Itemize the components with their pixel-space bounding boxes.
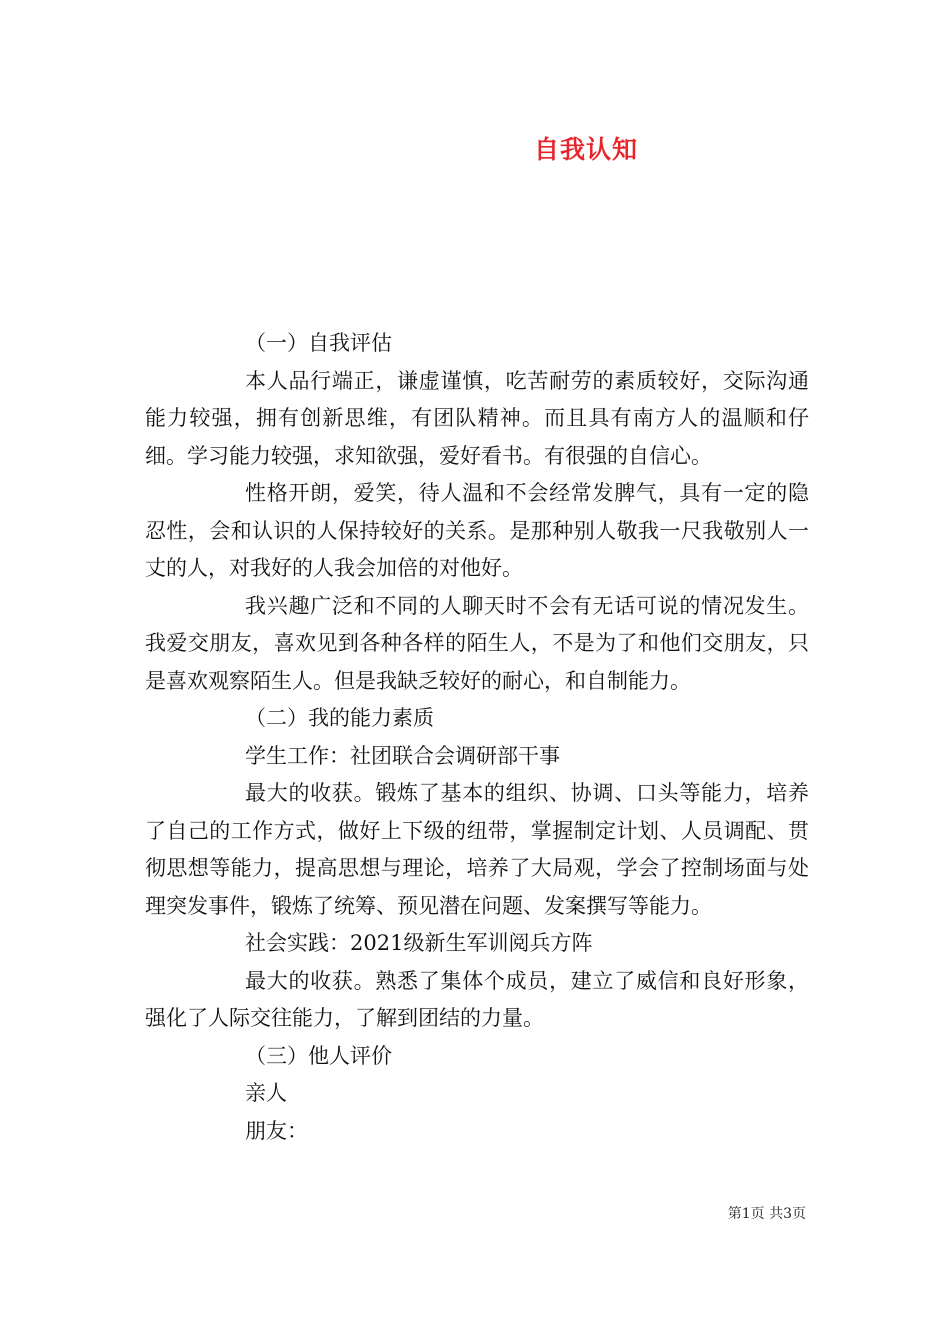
paragraph: 学生工作：社团联合会调研部干事: [245, 743, 560, 768]
paragraph: 我兴趣广泛和不同的人聊天时不会有无话可说的情况发生。我爱交朋友，喜欢见到各种各样的陌生人，不是为了和他们交朋友，只是喜欢观察陌生人。但是我缺乏较好的耐心，和自制能力。: [145, 593, 809, 693]
section-heading-abilities: （二）我的能力素质: [245, 706, 434, 730]
paragraph: 性格开朗，爱笑，待人温和不会经常发脾气，具有一定的隐忍性，会和认识的人保持较好的关系。是那种别人敬我一尺我敬别人一丈的人，对我好的人我会加倍的对他好。: [145, 481, 809, 580]
paragraph: 社会实践：2021级新生军训阅兵方阵: [245, 931, 593, 955]
section-heading-self-assessment: （一）自我评估: [245, 331, 392, 355]
paragraph: 最大的收获。锻炼了基本的组织、协调、口头等能力，培养了自己的工作方式，做好上下级的纽带，掌握制定计划、人员调配、贯彻思想等能力，提高思想与理论，培养了大局观，学会了控制场面与处理突发事件，锻炼了统筹、预见潜在问题、发案撰写等能力。: [145, 781, 809, 918]
document-title: 自我认知: [533, 135, 638, 164]
paragraph: 本人品行端正，谦虚谨慎，吃苦耐劳的素质较好，交际沟通能力较强，拥有创新思维，有团队精神。而且具有南方人的温顺和仔细。学习能力较强，求知欲强，爱好看书。有很强的自信心。: [145, 368, 809, 468]
section-heading-others-evaluation: （三）他人评价: [245, 1043, 392, 1068]
paragraph: 亲人: [245, 1081, 287, 1105]
paragraph: 朋友：: [245, 1118, 308, 1143]
paragraph: 最大的收获。熟悉了集体个成员，建立了威信和良好形象，强化了人际交往能力，了解到团结的力量。: [145, 968, 809, 1030]
document-body: [145, 325, 809, 1150]
page-number: 第1页 共3页: [727, 1206, 806, 1222]
